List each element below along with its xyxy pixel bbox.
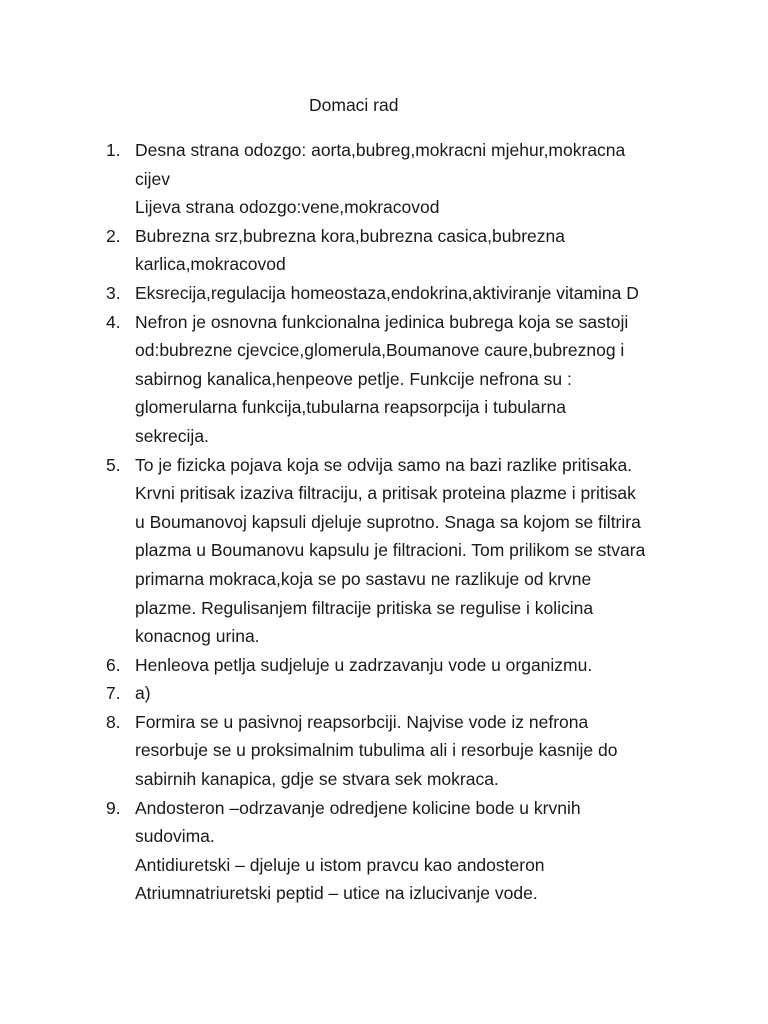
answer-item xyxy=(106,794,706,908)
answer-number: 2. xyxy=(106,225,121,246)
answer-number: 5. xyxy=(106,454,121,475)
answer-number: 7. xyxy=(106,683,121,704)
answer-text-line: Formira se u pasivnoj reapsorbciji. Najvise vode iz nefrona xyxy=(135,711,589,732)
document-title: Domaci rad xyxy=(309,95,399,115)
answer-text-line: Bubrezna srz,bubrezna kora,bubrezna casica,bubrezna xyxy=(135,225,565,246)
answer-item xyxy=(106,222,706,279)
answer-list xyxy=(106,136,706,908)
answer-number: 1. xyxy=(106,140,121,160)
answer-item xyxy=(106,136,706,222)
answer-text-line: Atriumnatriuretski peptid – utice na izlucivanje vode. xyxy=(135,883,538,904)
answer-text-line: Eksrecija,regulacija homeostaza,endokrina,aktiviranje vitamina D xyxy=(135,282,639,303)
answer-text-line: Andosteron –odrzavanje odredjene kolicine bode u krvnih xyxy=(135,797,581,818)
answer-text-line: karlica,mokracovod xyxy=(135,254,286,275)
answer-number: 4. xyxy=(106,311,121,332)
answer-text-line: sekrecija. xyxy=(135,425,209,446)
answer-text-line: sudovima. xyxy=(135,826,215,847)
answer-text-line: Desna strana odozgo: aorta,bubreg,mokracni mjehur,mokracna xyxy=(135,140,626,160)
answer-text-line: plazme. Regulisanjem filtracije pritiska se regulise i kolicina xyxy=(135,597,594,618)
answer-item xyxy=(106,651,706,680)
answer-item xyxy=(106,279,706,308)
answer-text-line: plazma u Boumanovu kapsulu je filtracioni. Tom prilikom se stvara xyxy=(135,540,646,561)
answer-text-line: cijev xyxy=(135,168,171,189)
answer-text-line: sabirnog kanalica,henpeove petlje. Funkcije nefrona su : xyxy=(135,368,572,389)
answer-text-line: konacnog urina. xyxy=(135,626,260,647)
answer-text-line: To je fizicka pojava koja se odvija samo na bazi razlike pritisaka. xyxy=(135,454,633,475)
answer-text-line: sabirnih kanapica, gdje se stvara sek mokraca. xyxy=(135,769,499,790)
answer-text-line: Krvni pritisak izaziva filtraciju, a pritisak proteina plazme i pritisak xyxy=(135,483,636,504)
answer-number: 9. xyxy=(106,797,121,818)
answer-text-line: Nefron je osnovna funkcionalna jedinica bubrega koja se sastoji xyxy=(135,311,629,332)
answer-item xyxy=(106,308,706,451)
answer-text-line: u Boumanovoj kapsuli djeluje suprotno. Snaga sa kojom se filtrira xyxy=(135,511,641,532)
answer-number: 3. xyxy=(106,282,121,303)
answer-text-line: resorbuje se u proksimalnim tubulima ali i resorbuje kasnije do xyxy=(135,740,618,761)
answer-item xyxy=(106,451,706,651)
answer-item xyxy=(106,679,706,708)
answer-text-line: primarna mokraca,koja se po sastavu ne razlikuje od krvne xyxy=(135,568,592,589)
answer-text-line: Lijeva strana odozgo:vene,mokracovod xyxy=(135,197,440,218)
answer-item xyxy=(106,708,706,794)
answer-text-line: Antidiuretski – djeluje u istom pravcu kao andosteron xyxy=(135,854,545,875)
answer-text-line: od:bubrezne cjevcice,glomerula,Boumanove caure,bubreznog i xyxy=(135,340,625,361)
answer-number: 6. xyxy=(106,654,121,675)
answer-text-line: glomerularna funkcija,tubularna reapsorpcija i tubularna xyxy=(135,397,566,418)
answer-text-line: Henleova petlja sudjeluje u zadrzavanju vode u organizmu. xyxy=(135,654,593,675)
answer-number: 8. xyxy=(106,711,121,732)
answer-text-line: a) xyxy=(135,683,151,704)
